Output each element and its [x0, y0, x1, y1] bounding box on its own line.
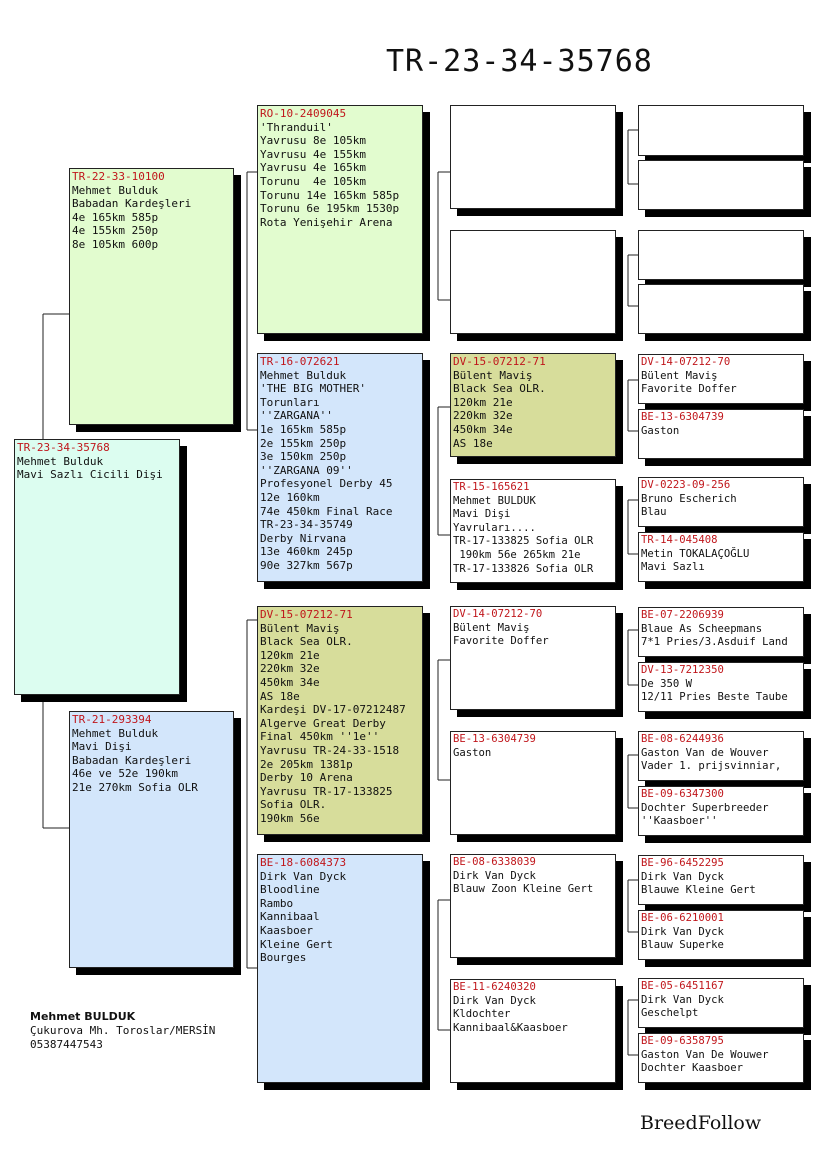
ring-id: BE-96-6452295 [641, 857, 724, 869]
info-line: 220km 32e [453, 409, 513, 423]
gen4-card[interactable] [638, 662, 804, 712]
info-line: 21e 270km Sofia OLR [72, 780, 198, 794]
info-line: Dirk Van Dyck [641, 870, 724, 883]
info-line: Yavrusu TR-24-33-1518 [260, 743, 400, 757]
info-line: Vader 1. prijsvinniar, [641, 760, 782, 773]
info-line: 46e ve 52e 190km [72, 767, 178, 781]
granddam-maternal-card[interactable] [257, 854, 423, 1083]
info-line: 120km 21e [260, 648, 320, 662]
info-line: Gaston [641, 424, 680, 437]
info-line: Kannibaal [260, 910, 320, 924]
info-line: Bloodline [260, 883, 320, 897]
info-line: ''Kaasboer'' [641, 815, 718, 828]
granddam-paternal-card[interactable] [257, 353, 423, 582]
info-line: Dochter Superbreeder [641, 801, 769, 814]
info-line: Algerve Great Derby [260, 716, 386, 730]
info-line: 4e 155km 250p [72, 224, 159, 238]
info-line: Blaue As Scheepmans [641, 622, 763, 635]
info-line: Profesyonel Derby 45 [260, 477, 393, 491]
ring-id: BE-13-6304739 [641, 411, 724, 423]
ring-id: BE-09-6347300 [641, 788, 724, 800]
info-line: Dirk Van Dyck [453, 994, 536, 1007]
ring-id: TR-14-045408 [641, 534, 718, 546]
gen3-card-empty[interactable] [450, 105, 616, 209]
ring-id: BE-09-6358795 [641, 1035, 724, 1047]
info-line: Favorite Doffer [453, 635, 549, 648]
gen3-card[interactable] [450, 479, 616, 583]
info-line: Kannibaal&Kaasboer [453, 1021, 568, 1034]
gen3-card[interactable] [450, 606, 616, 710]
owner-phone: 05387447543 [30, 1038, 103, 1051]
info-line: AS 18e [453, 436, 493, 450]
ring-id: BE-11-6240320 [453, 981, 536, 993]
owner-address: Çukurova Mh. Toroslar/MERSİN [30, 1024, 216, 1037]
ring-id: DV-15-07212-71 [453, 355, 546, 368]
gen4-card-empty[interactable] [638, 284, 804, 334]
info-line: 450km 34e [453, 422, 513, 436]
gen4-card[interactable] [638, 978, 804, 1028]
info-line: 220km 32e [260, 662, 320, 676]
info-line: Bülent Maviş [453, 621, 530, 634]
info-line: Derby Nirvana [260, 531, 347, 545]
info-line: TR-23-34-35749 [260, 518, 353, 532]
info-line: Mehmet BULDUK [453, 494, 536, 507]
info-line: 3e 150km 250p [260, 450, 347, 464]
info-line: Rota Yenişehir Arena [260, 215, 393, 229]
info-line: 'THE BIG MOTHER' [260, 382, 366, 396]
ring-id: TR-23-34-35768 [17, 441, 110, 454]
info-line: 190km 56e [260, 811, 320, 825]
info-line: 2e 155km 250p [260, 436, 347, 450]
info-line: Blauwe Kleine Gert [641, 884, 756, 897]
info-line: 13e 460km 245p [260, 545, 353, 559]
info-line: Dirk Van Dyck [260, 869, 347, 883]
info-line: Gaston [453, 746, 492, 759]
info-line: Torunu 4e 105km [260, 174, 366, 188]
gen4-card[interactable] [638, 409, 804, 459]
info-line: Yavrusu 8e 105km [260, 134, 366, 148]
gen4-card[interactable] [638, 855, 804, 905]
info-line: 7*1 Pries/3.Asduif Land [641, 636, 788, 649]
info-line: 190km 56e 265km 21e [453, 548, 581, 561]
owner-name: Mehmet BULDUK [30, 1010, 136, 1023]
info-line: Mavi Dişi [72, 740, 132, 754]
info-line: Final 450km ''1e'' [260, 730, 380, 744]
info-line: Blau [641, 506, 667, 519]
ring-id: TR-16-072621 [260, 355, 340, 368]
info-line: Mavi Sazlı Cicili Dişi [17, 468, 163, 482]
info-line: TR-17-133825 Sofia OLR [453, 535, 594, 548]
grandsire-paternal-card[interactable] [257, 105, 423, 334]
gen4-card[interactable] [638, 532, 804, 582]
pedigree-title: TR-23-34-35768 [386, 44, 653, 79]
info-line: Babadan Kardeşleri [72, 197, 192, 211]
gen4-card[interactable] [638, 786, 804, 836]
ring-id: DV-13-7212350 [641, 664, 724, 676]
ring-id: BE-08-6338039 [453, 856, 536, 868]
ring-id: DV-0223-09-256 [641, 479, 731, 491]
gen4-card[interactable] [638, 731, 804, 781]
info-line: 'Thranduil' [260, 120, 333, 134]
info-line: Blauw Superke [641, 939, 724, 952]
info-line: Babadan Kardeşleri [72, 753, 192, 767]
info-line: Dirk Van Dyck [453, 869, 536, 882]
info-line: Favorite Doffer [641, 383, 737, 396]
info-line: Gaston Van de Wouver [641, 746, 769, 759]
info-line: Mehmet Bulduk [72, 183, 159, 197]
info-line: ''ZARGANA 09'' [260, 463, 353, 477]
info-line: Black Sea OLR. [260, 635, 353, 649]
ring-id: DV-15-07212-71 [260, 608, 353, 621]
gen4-card-empty[interactable] [638, 105, 804, 156]
info-line: Geschelpt [641, 1007, 699, 1020]
gen3-card-empty[interactable] [450, 230, 616, 334]
info-line: Bülent Maviş [260, 621, 340, 635]
info-line: Mehmet Bulduk [72, 726, 159, 740]
info-line: 120km 21e [453, 395, 513, 409]
info-line: 4e 165km 585p [72, 210, 159, 224]
info-line: Yavrusu 4e 155km [260, 147, 366, 161]
info-line: 1e 165km 585p [260, 422, 347, 436]
ring-id: BE-13-6304739 [453, 733, 536, 745]
ring-id: RO-10-2409045 [260, 107, 347, 120]
info-line: Kardeşi DV-17-07212487 [260, 703, 406, 717]
info-line: Torunu 6e 195km 1530p [260, 202, 400, 216]
subject-card[interactable] [14, 439, 180, 695]
ring-id: BE-18-6084373 [260, 856, 347, 869]
info-line: Mavi Dişi [453, 508, 511, 521]
ring-id: TR-22-33-10100 [72, 170, 165, 183]
info-line: 450km 34e [260, 675, 320, 689]
info-line: Torunları [260, 395, 320, 409]
info-line: Yavrusu 4e 165km [260, 161, 366, 175]
info-line: Bourges [260, 951, 307, 965]
gen3-card[interactable] [450, 854, 616, 958]
ring-id: BE-07-2206939 [641, 609, 724, 621]
info-line: Mehmet Bulduk [17, 454, 104, 468]
info-line: Yavruları.... [453, 521, 536, 534]
gen3-card[interactable] [450, 731, 616, 835]
grandsire-maternal-card[interactable] [257, 606, 423, 835]
info-line: Bülent Maviş [453, 368, 533, 382]
ring-id: BE-06-6210001 [641, 912, 724, 924]
info-line: 8e 105km 600p [72, 237, 159, 251]
info-line: Bruno Escherich [641, 492, 737, 505]
ring-id: TR-21-293394 [72, 713, 152, 726]
gen4-card[interactable] [638, 607, 804, 657]
info-line: TR-17-133826 Sofia OLR [453, 562, 594, 575]
ring-id: BE-05-6451167 [641, 980, 724, 992]
ring-id: DV-14-07212-70 [641, 356, 731, 368]
gen4-card-empty[interactable] [638, 160, 804, 210]
ring-id: DV-14-07212-70 [453, 608, 543, 620]
info-line: Dirk Van Dyck [641, 925, 724, 938]
info-line: Torunu 14e 165km 585p [260, 188, 400, 202]
info-line: 12/11 Pries Beste Taube [641, 691, 788, 704]
dam-card[interactable] [69, 711, 234, 968]
info-line: ''ZARGANA'' [260, 409, 333, 423]
info-line: Mehmet Bulduk [260, 368, 347, 382]
info-line: Yavrusu TR-17-133825 [260, 784, 393, 798]
info-line: Gaston Van De Wouwer [641, 1048, 769, 1061]
gen4-card[interactable] [638, 477, 804, 527]
gen4-card[interactable] [638, 1033, 804, 1083]
gen3-card[interactable] [450, 979, 616, 1083]
info-line: 90e 327km 567p [260, 558, 353, 572]
sire-card[interactable] [69, 168, 234, 425]
info-line: Kleine Gert [260, 937, 333, 951]
ring-id: BE-08-6244936 [641, 733, 724, 745]
info-line: Dirk Van Dyck [641, 993, 724, 1006]
info-line: Metin TOKALAÇOĞLU [641, 547, 750, 560]
gen4-card[interactable] [638, 354, 804, 404]
info-line: 74e 450km Final Race [260, 504, 393, 518]
info-line: 2e 205km 1381p [260, 757, 353, 771]
info-line: 12e 160km [260, 490, 320, 504]
gen3-card[interactable] [450, 353, 616, 457]
info-line: Rambo [260, 896, 294, 910]
gen4-card-empty[interactable] [638, 230, 804, 280]
info-line: Black Sea OLR. [453, 382, 546, 396]
info-line: De 350 W [641, 677, 693, 690]
info-line: Derby 10 Arena [260, 771, 353, 785]
info-line: Blauw Zoon Kleine Gert [453, 883, 594, 896]
info-line: Dochter Kaasboer [641, 1062, 744, 1075]
info-line: Sofia OLR. [260, 798, 327, 812]
ring-id: TR-15-165621 [453, 481, 530, 493]
info-line: AS 18e [260, 689, 300, 703]
info-line: Kaasboer [260, 923, 313, 937]
info-line: Kldochter [453, 1008, 511, 1021]
brand-logo-text: BreedFollow [640, 1112, 762, 1134]
gen4-card[interactable] [638, 910, 804, 960]
info-line: Bülent Maviş [641, 369, 718, 382]
info-line: Mavi Sazlı [641, 561, 705, 574]
owner-contact [30, 1010, 215, 1052]
